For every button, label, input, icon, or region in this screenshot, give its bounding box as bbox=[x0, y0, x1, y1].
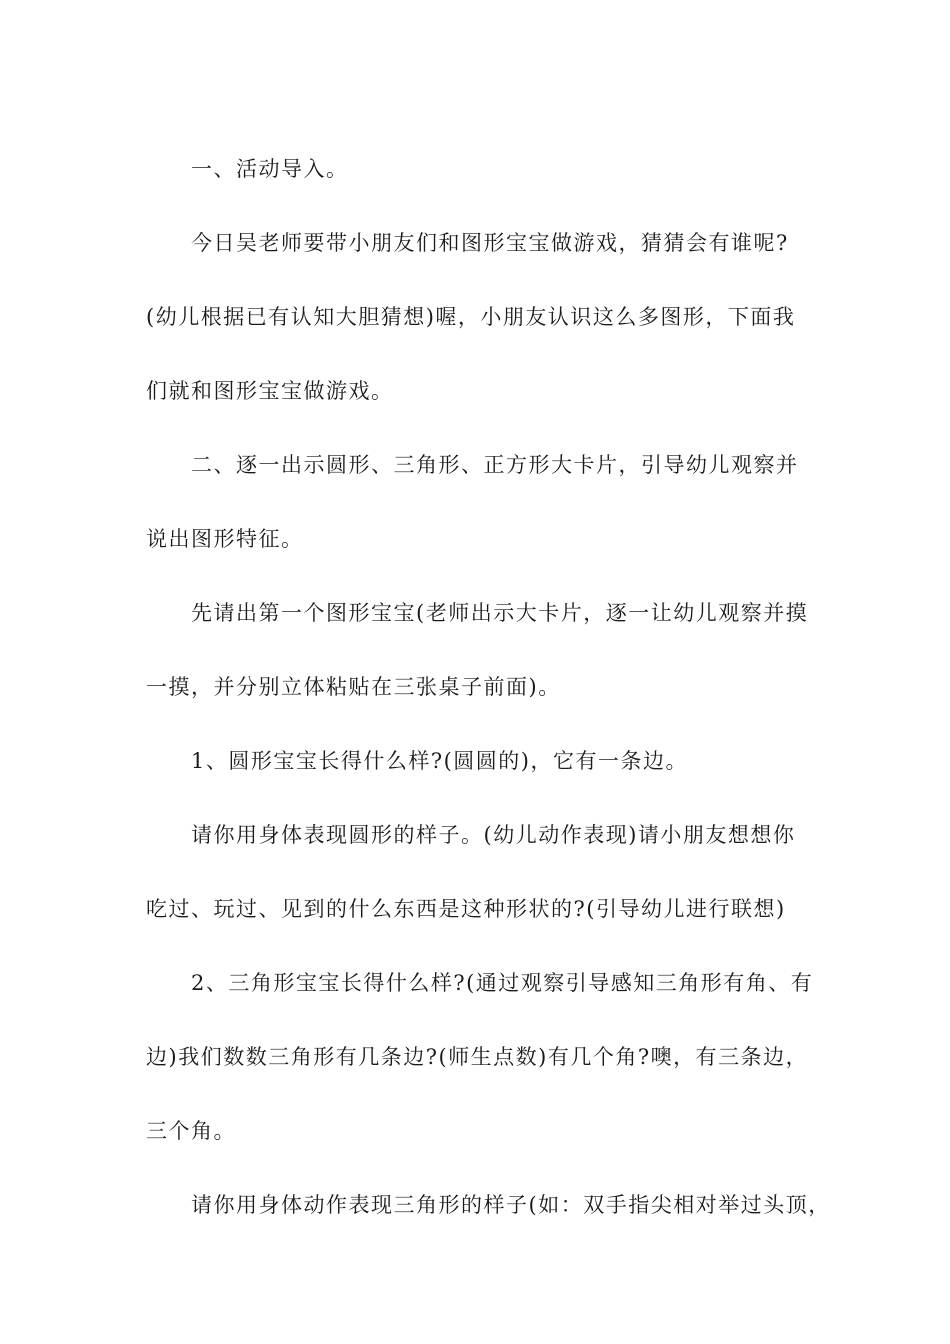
text-line: 三个角。 bbox=[146, 1119, 236, 1143]
paragraph-triangle-body bbox=[146, 1168, 831, 1242]
text-line: (幼儿根据已有认知大胆猜想)喔，小朋友认识这么多图形，下面我 bbox=[146, 305, 796, 329]
text-line: 今日吴老师要带小朋友们和图形宝宝做游戏，猜猜会有谁呢? bbox=[191, 231, 789, 255]
text-line: 边)我们数数三角形有几条边?(师生点数)有几个角?噢，有三条边， bbox=[146, 1045, 809, 1069]
document-body bbox=[146, 132, 831, 1242]
text-line: 二、逐一出示圆形、三角形、正方形大卡片，引导幼儿观察并 bbox=[191, 453, 799, 477]
text-line: 请你用身体表现圆形的样子。(幼儿动作表现)请小朋友想想你 bbox=[191, 823, 796, 847]
paragraph-first-shape bbox=[146, 576, 809, 724]
text-line: 先请出第一个图形宝宝(老师出示大卡片，逐一让幼儿观察并摸 bbox=[191, 601, 809, 625]
text-line: 请你用身体动作表现三角形的样子(如：双手指尖相对举过头顶， bbox=[191, 1193, 831, 1217]
paragraph-circle-body bbox=[146, 798, 806, 946]
text-line: 一摸，并分别立体粘贴在三张桌子前面)。 bbox=[146, 675, 561, 699]
text-line: 说出图形特征。 bbox=[146, 527, 304, 551]
paragraph-show-cards-heading bbox=[146, 428, 806, 576]
paragraph-intro-game bbox=[146, 206, 806, 428]
text-line: 一、活动导入。 bbox=[191, 157, 349, 181]
paragraph-triangle bbox=[146, 946, 814, 1168]
text-line: 们就和图形宝宝做游戏。 bbox=[146, 379, 394, 403]
text-line: 1、圆形宝宝长得什么样?(圆圆的)，它有一条边。 bbox=[191, 749, 689, 773]
text-line: 吃过、玩过、见到的什么东西是这种形状的?(引导幼儿进行联想) bbox=[146, 897, 786, 921]
text-line: 2、三角形宝宝长得什么样?(通过观察引导感知三角形有角、有 bbox=[191, 971, 814, 995]
paragraph-activity-intro-heading bbox=[146, 132, 806, 206]
paragraph-circle bbox=[146, 724, 806, 798]
